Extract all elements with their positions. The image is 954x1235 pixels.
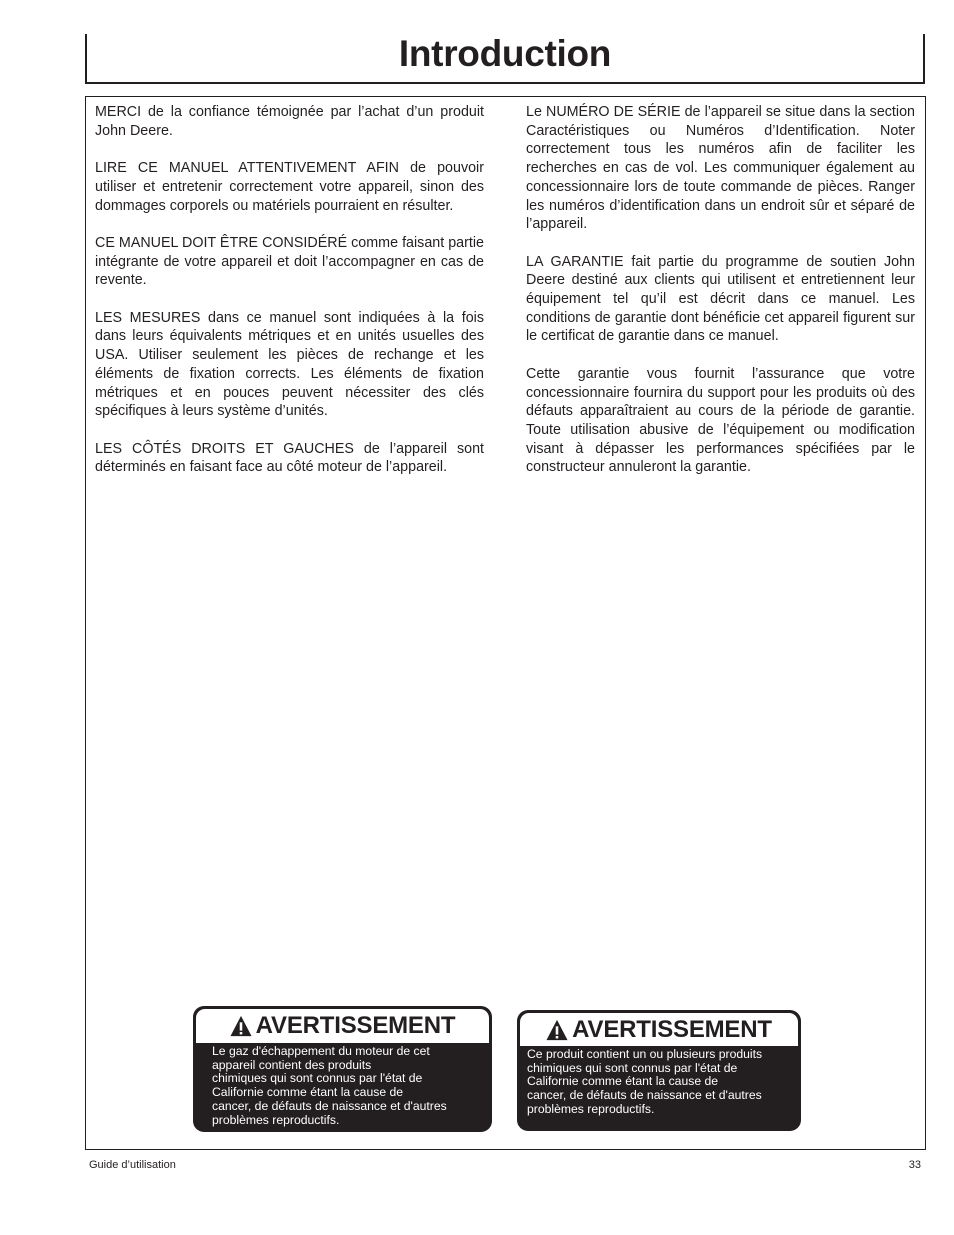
warning-line: cancer, de défauts de naissance et d'autres <box>212 1098 447 1113</box>
warning-line: chimiques qui sont connus par l'état de <box>527 1060 738 1075</box>
title-box <box>85 34 925 84</box>
warning-line: chimiques qui sont connus par l'état de <box>212 1071 423 1086</box>
warning-triangle-icon <box>546 1019 568 1041</box>
page-number: 33 <box>908 1159 921 1171</box>
warning-line: Californie comme étant la cause de <box>527 1074 719 1089</box>
left-column <box>95 103 484 496</box>
warning-label-exhaust <box>193 1006 492 1132</box>
warning-line: appareil contient des produits <box>212 1057 372 1072</box>
warning-text <box>212 1045 482 1127</box>
warning-header <box>196 1009 489 1043</box>
warning-line: Californie comme étant la cause de <box>212 1085 404 1100</box>
warning-line: Ce produit contient un ou plusieurs produits <box>527 1047 763 1061</box>
paragraph-numero-serie: Le NUMÉRO DE SÉRIE de l’appareil se situe dans la section Caractéristiques ou Numéros d’Identification. Noter correctement tous les numéros afin de faciliter les recherches en cas de vol. Les communiquer également au concessionnaire lors de toute commande de pièces. Ranger les numéros d’identification dans un endroit sûr et séparé de l’appareil. <box>526 104 915 233</box>
paragraph-merci: MERCI de la confiance témoignée par l’achat d’un produit John Deere. <box>95 104 484 139</box>
content-box <box>85 96 926 1150</box>
warning-header <box>520 1013 798 1046</box>
paragraph-garantie-assurance: Cette garantie vous fournit l’assurance que votre concessionnaire fournira du support pour les produits où des défauts apparaîtraient au cours de la période de garantie. Toute utilisation abusive de l’équipement ou modification visant à dépasser les performances spécifiées par le constructeur annuleront la garantie. <box>526 365 915 476</box>
warning-line: cancer, de défauts de naissance et d'autres <box>527 1088 762 1103</box>
warning-title: AVERTISSEMENT <box>255 1012 456 1039</box>
page-title: Introduction <box>398 33 612 74</box>
warning-line: problèmes reproductifs. <box>527 1101 655 1116</box>
right-column <box>526 103 915 496</box>
paragraph-mesures: LES MESURES dans ce manuel sont indiquées à la fois dans leurs équivalents métriques et en unités usuelles des USA. Utiliser seulement les pièces de rechange et les éléments de fixation corrects. Les éléments de fixation métriques et en pouces peuvent nécessiter des clés spécifiques à leurs système d’unités. <box>95 309 484 420</box>
warning-line: Le gaz d'échappement du moteur de cet <box>212 1044 430 1058</box>
paragraph-manuel-integrante: CE MANUEL DOIT ÊTRE CONSIDÉRÉ comme faisant partie intégrante de votre appareil et doit l’accompagner en cas de revente. <box>95 234 484 289</box>
paragraph-cotes: LES CÔTÉS DROITS ET GAUCHES de l’appareil sont déterminés en faisant face au côté moteur de l’appareil. <box>95 440 484 476</box>
warning-line: problèmes reproductifs. <box>212 1112 340 1127</box>
footer-guide-label: Guide d’utilisation <box>89 1159 176 1171</box>
warning-label-product <box>517 1010 801 1131</box>
paragraph-lire-manuel: LIRE CE MANUEL ATTENTIVEMENT AFIN de pouvoir utiliser et entretenir correctement votre appareil, sinon des dommages corporels ou matériels pourraient en résulter. <box>95 160 484 214</box>
warning-text <box>527 1048 795 1117</box>
warning-title: AVERTISSEMENT <box>572 1015 772 1043</box>
warning-triangle-icon <box>230 1015 252 1037</box>
paragraph-garantie: LA GARANTIE fait partie du programme de soutien John Deere destiné aux clients qui utilisent et entretiennent leur équipement tel qu’il est décrit dans ce manuel. Les conditions de garantie dont bénéficie cet appareil figurent sur le certificat de garantie dans ce manuel. <box>526 253 915 345</box>
